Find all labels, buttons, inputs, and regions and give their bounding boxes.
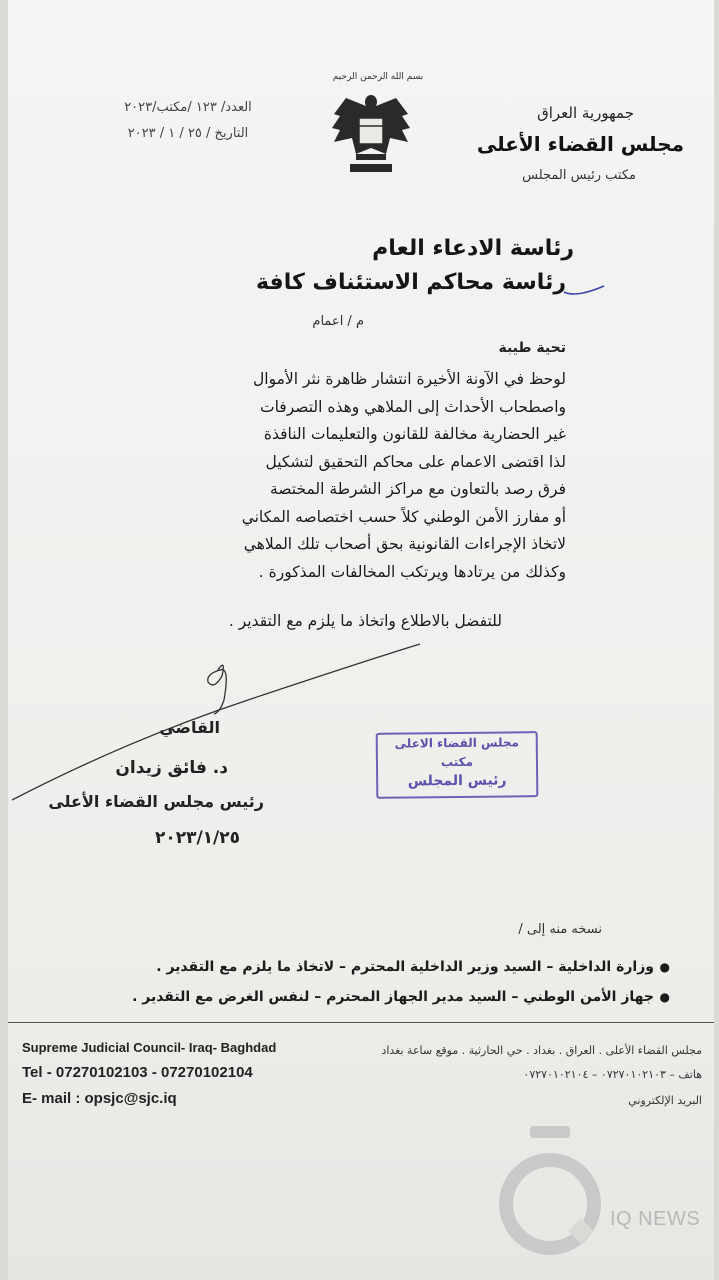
republic-heading: جمهورية العراق [537,104,634,122]
body-line: لوحظ في الآونة الأخيرة انتشار ظاهرة نثر الأموال [253,370,566,388]
footer-en-phone: Tel - 07270102103 - 07270102104 [22,1064,253,1081]
document-date: التاريخ / ٢٥ / ١ / ٢٠٢٣ [127,126,249,141]
recipient-line-2: رئاسة محاكم الاستئناف كافة [255,270,566,295]
signatory-name: د. فائق زيدان [115,758,228,778]
body-line: وكذلك من يرتادها ويرتكب المخالفات المذكورة . [258,562,566,581]
list-item-text: وزارة الداخلية – السيد وزير الداخلية المحترم – لاتخاذ ما يلزم مع التقدير . [156,959,654,975]
check-mark-icon [562,284,606,298]
footer-en-email: E- mail : opsjc@sjc.iq [22,1090,177,1107]
document-number: العدد/ ١٢٣ /مكتب/٢٠٢٣ [124,100,252,115]
body-line: لذا اقتضى الاعمام على محاكم التحقيق لتشكيل [265,452,566,471]
copies-list [94,952,670,1012]
watermark-text: IQ NEWS [610,1208,701,1230]
stamp-line: رئيس المجلس [407,772,507,790]
list-item [94,952,670,982]
body-line: غير الحضارية مخالفة للقانون والتعليمات النافذة [263,425,566,443]
footer-ar-address: مجلس القضاء الأعلى . العراق . بغداد . حي الحارثية . موقع ساعة بغداد [381,1044,702,1057]
copies-heading: نسخه منه إلى / [518,922,602,937]
signatory-position: رئيس مجلس القضاء الأعلى [48,792,264,811]
letter-body [126,366,566,586]
footer-ar-email: البريد الإلكتروني [628,1094,702,1107]
footer-en-name: Supreme Judicial Council- Iraq- Baghdad [22,1040,277,1055]
list-item-text: جهاز الأمن الوطني – السيد مدير الجهاز المحترم – لنفس الغرض مع التقدير . [132,989,654,1005]
body-line: واصطحاب الأحداث إلى الملاهي وهذه التصرفات [259,397,566,416]
council-heading: مجلس القضاء الأعلى [476,132,684,156]
signatory-title: القاضي [159,718,220,737]
list-item [94,982,670,1012]
basmala: بسم الله الرحمن الرحيم [332,72,424,82]
iraq-eagle-emblem-icon [326,88,416,180]
stamp-line: مكتب [440,754,474,770]
bullet-icon: ● [659,990,670,1004]
body-line: لاتخاذ الإجراءات القانونية بحق أصحاب تلك الملاهي [243,535,566,553]
closing-request: للتفضل بالاطلاع واتخاذ ما يلزم مع التقدير . [228,612,502,630]
stamp-line: مجلس القضاء الاعلى [394,735,519,751]
office-heading: مكتب رئيس المجلس [522,168,636,183]
recipient-line-1: رئاسة الادعاء العام [372,236,574,261]
footer-ar-phone: هاتف – ٠٧٢٧٠١٠٢١٠٣ – ٠٧٢٧٠١٠٢١٠٤ [523,1068,702,1081]
body-line: أو مفارز الأمن الوطني كلاً حسب اختصاصه المكاني [241,507,566,526]
subject-reference: م / اعمام [312,314,364,329]
iq-news-logo-icon [490,1126,610,1256]
office-stamp [376,731,539,799]
greeting: تحية طيبة [498,340,566,356]
bullet-icon: ● [659,960,670,974]
body-line: فرق رصد بالتعاون مع مراكز الشرطة المختصة [270,480,566,498]
signature-date: ٢٠٢٣/١/٢٥ [154,828,240,848]
letter-page [8,0,714,1280]
footer-divider [8,1022,714,1023]
